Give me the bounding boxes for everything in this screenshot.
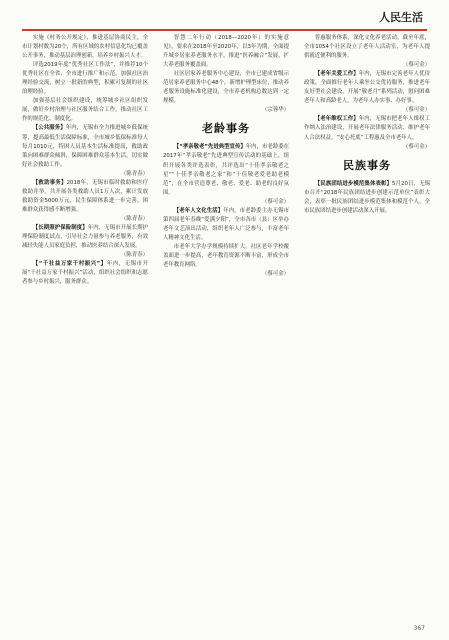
article-paragraph xyxy=(163,34,289,70)
article-paragraph xyxy=(22,224,148,251)
paragraph-text: 年内，无锡市开展长期护理保险制度试点，引导社会力量参与养老服务，有效减轻失能人员家庭负担，推动医养结合深入发展。 xyxy=(22,224,148,250)
header-divider xyxy=(22,29,427,31)
article-paragraph xyxy=(22,61,148,97)
paragraph-text: 普惠服务体系，深化文化养老活动，截至年底，全市1054个社区设立了老年人活动室，为老年人提供就近便利的服务。 xyxy=(304,35,430,60)
paragraph-lead-heading: 【“千社益万家千村振兴”】 xyxy=(32,261,107,268)
paragraph-text: 5月20日，无锡市召开“2018年民族团结进步创建示范单位”表彰大会，表彰一批民族团结进步模范集体和模范个人，全市民族团结进步创建活动深入开展。 xyxy=(304,180,430,214)
article-paragraph xyxy=(22,124,148,169)
author-credit: （蔡可金） xyxy=(262,271,289,278)
text-column-2 xyxy=(163,34,289,620)
article-paragraph xyxy=(22,179,148,215)
author-credit: （陈青春） xyxy=(121,170,148,177)
page-number: 367 xyxy=(413,625,425,632)
article-paragraph xyxy=(304,115,430,142)
paragraph-lead-heading: 【民族团结进步模范集体表彰】 xyxy=(314,180,392,187)
paragraph-text: 社区居家养老服务中心建设，全市已建成省级示范居家养老服务中心48个，新增护理型床位，推动养老服务设施标准化建设，全市养老机构总数达到一定规模。 xyxy=(163,71,289,105)
author-credit: （蔡可金） xyxy=(262,198,289,205)
article-paragraph xyxy=(22,97,148,124)
article-paragraph xyxy=(304,70,430,106)
author-credit: （蔡可金） xyxy=(403,143,430,150)
paragraph-lead-heading: 【救助事务】 xyxy=(32,179,67,186)
section-heading: 老龄事务 xyxy=(202,122,250,136)
paragraph-text: 年内，无锡市完善老年人优待政策，全面推行老年人乘坐公交优待服务，推进老年友好型社会建设，开展“敬老月”系列活动，慰问困难老年人和高龄老人，为老年人办实事、办好事。 xyxy=(304,71,430,105)
paragraph-text: 年内，无锡市全力推进城乡低保统筹，提高最低生活保障标准，全市城乡低保标准每人每月1010元，特困人员基本生活标准提高，救助政策向困难群众倾斜，保障困难群众基本生活，切实做好社会救助工作。 xyxy=(22,125,148,168)
paragraph-text: 评选2019年度“优秀社区工作法”，并推荐10个优秀社区在全省、全市进行推广和示范，加强社区治理经验交流，树立一批新的典型，积累可复制的社区治理经验。 xyxy=(22,62,148,96)
paragraph-lead-heading: 【长期照护保险制度】 xyxy=(32,224,88,231)
paragraph-text: 市老年大学办学规模持续扩大，社区老年学校覆盖面进一步提高，老年教育资源不断丰富，形成全市老年教育网络。 xyxy=(163,243,289,269)
author-credit: （宗蓉华） xyxy=(262,107,289,114)
author-credit: （蔡可金） xyxy=(403,62,430,69)
paragraph-text: 加强基层社会组织建设，统筹城乡社区组织发展，做好乡村治理与社区服务结合工作，推动社区工作的规范化、制度化。 xyxy=(22,98,148,123)
article-paragraph xyxy=(22,260,148,287)
section-heading: 民族事务 xyxy=(343,158,391,172)
paragraph-lead-heading: 【老年关爱工作】 xyxy=(314,71,359,78)
article-paragraph xyxy=(304,34,430,61)
paragraph-lead-heading: 【老年维权工作】 xyxy=(314,116,359,123)
article-paragraph xyxy=(163,207,289,243)
paragraph-lead-heading: 【“孝亲敬老”先进典型宣传】 xyxy=(173,144,246,151)
article-paragraph xyxy=(304,180,430,216)
article-paragraph xyxy=(163,143,289,197)
article-paragraph xyxy=(163,243,289,270)
paragraph-text: 实施《村务公开规定》，推进基层协商民主，全市计划村数为20个，所有区域的农村信息化均已覆盖公开事务，推动基层治理创新，培养乡村振兴人才。 xyxy=(22,35,148,60)
paragraph-text: 年内，无锡市开展“千社益万家千村振兴”活动，组织社会组织和志愿者参与乡村振兴，服务群众。 xyxy=(22,261,148,286)
text-column-3 xyxy=(304,34,430,620)
author-credit: （蔡可金） xyxy=(403,107,430,114)
paragraph-lead-heading: 【公共服务】 xyxy=(32,125,66,132)
author-credit: （陈青春） xyxy=(121,252,148,259)
text-column-1 xyxy=(22,34,148,620)
article-paragraph xyxy=(163,70,289,106)
paragraph-text: 智慧二年行动（2018—2020年）的实施意见》，要求在2018年至2020年，以3年为期，全面提升城乡居家养老服务水平，推进“医养融合”发展，扩大养老服务覆盖面。 xyxy=(163,35,289,69)
paragraph-lead-heading: 【老年人文化生活】 xyxy=(173,207,224,214)
paragraph-text: 2018年，无锡市临时救助和医疗救助并举，共开展各类救助人员1万人次，累计发放救助资金5000万元，民生保障体系进一步完善，困难群众获得感不断增强。 xyxy=(22,179,148,213)
paragraph-text: 年内，市老龄委在2017年“孝亲敬老”先进典型宣传活动的基础上，组织开展各类评选表彰，共评选出“十佳孝亲敬老之星”“十佳孝亲敬老之家”和“十佳敬老爱老助老模范”，在全市营造尊老、敬老、爱老、助老的良好氛围。 xyxy=(163,144,289,196)
article-paragraph xyxy=(22,34,148,61)
author-credit: （陈青春） xyxy=(121,215,148,222)
paragraph-text: 年内，无锡市把老年人维权工作纳入法治建设，开展老年法律服务活动，维护老年人合法权益，“安心托底”工程惠及全市老年人。 xyxy=(304,116,430,141)
paragraph-text: 年内，市老龄委主办无锡市第四届老年春晚“爱满夕阳”，全市各市（县）区举办老年文艺演出活动，组织老年人广泛参与，丰富老年人精神文化生活。 xyxy=(163,207,289,241)
section-header-title: 人民生活 xyxy=(379,11,423,24)
